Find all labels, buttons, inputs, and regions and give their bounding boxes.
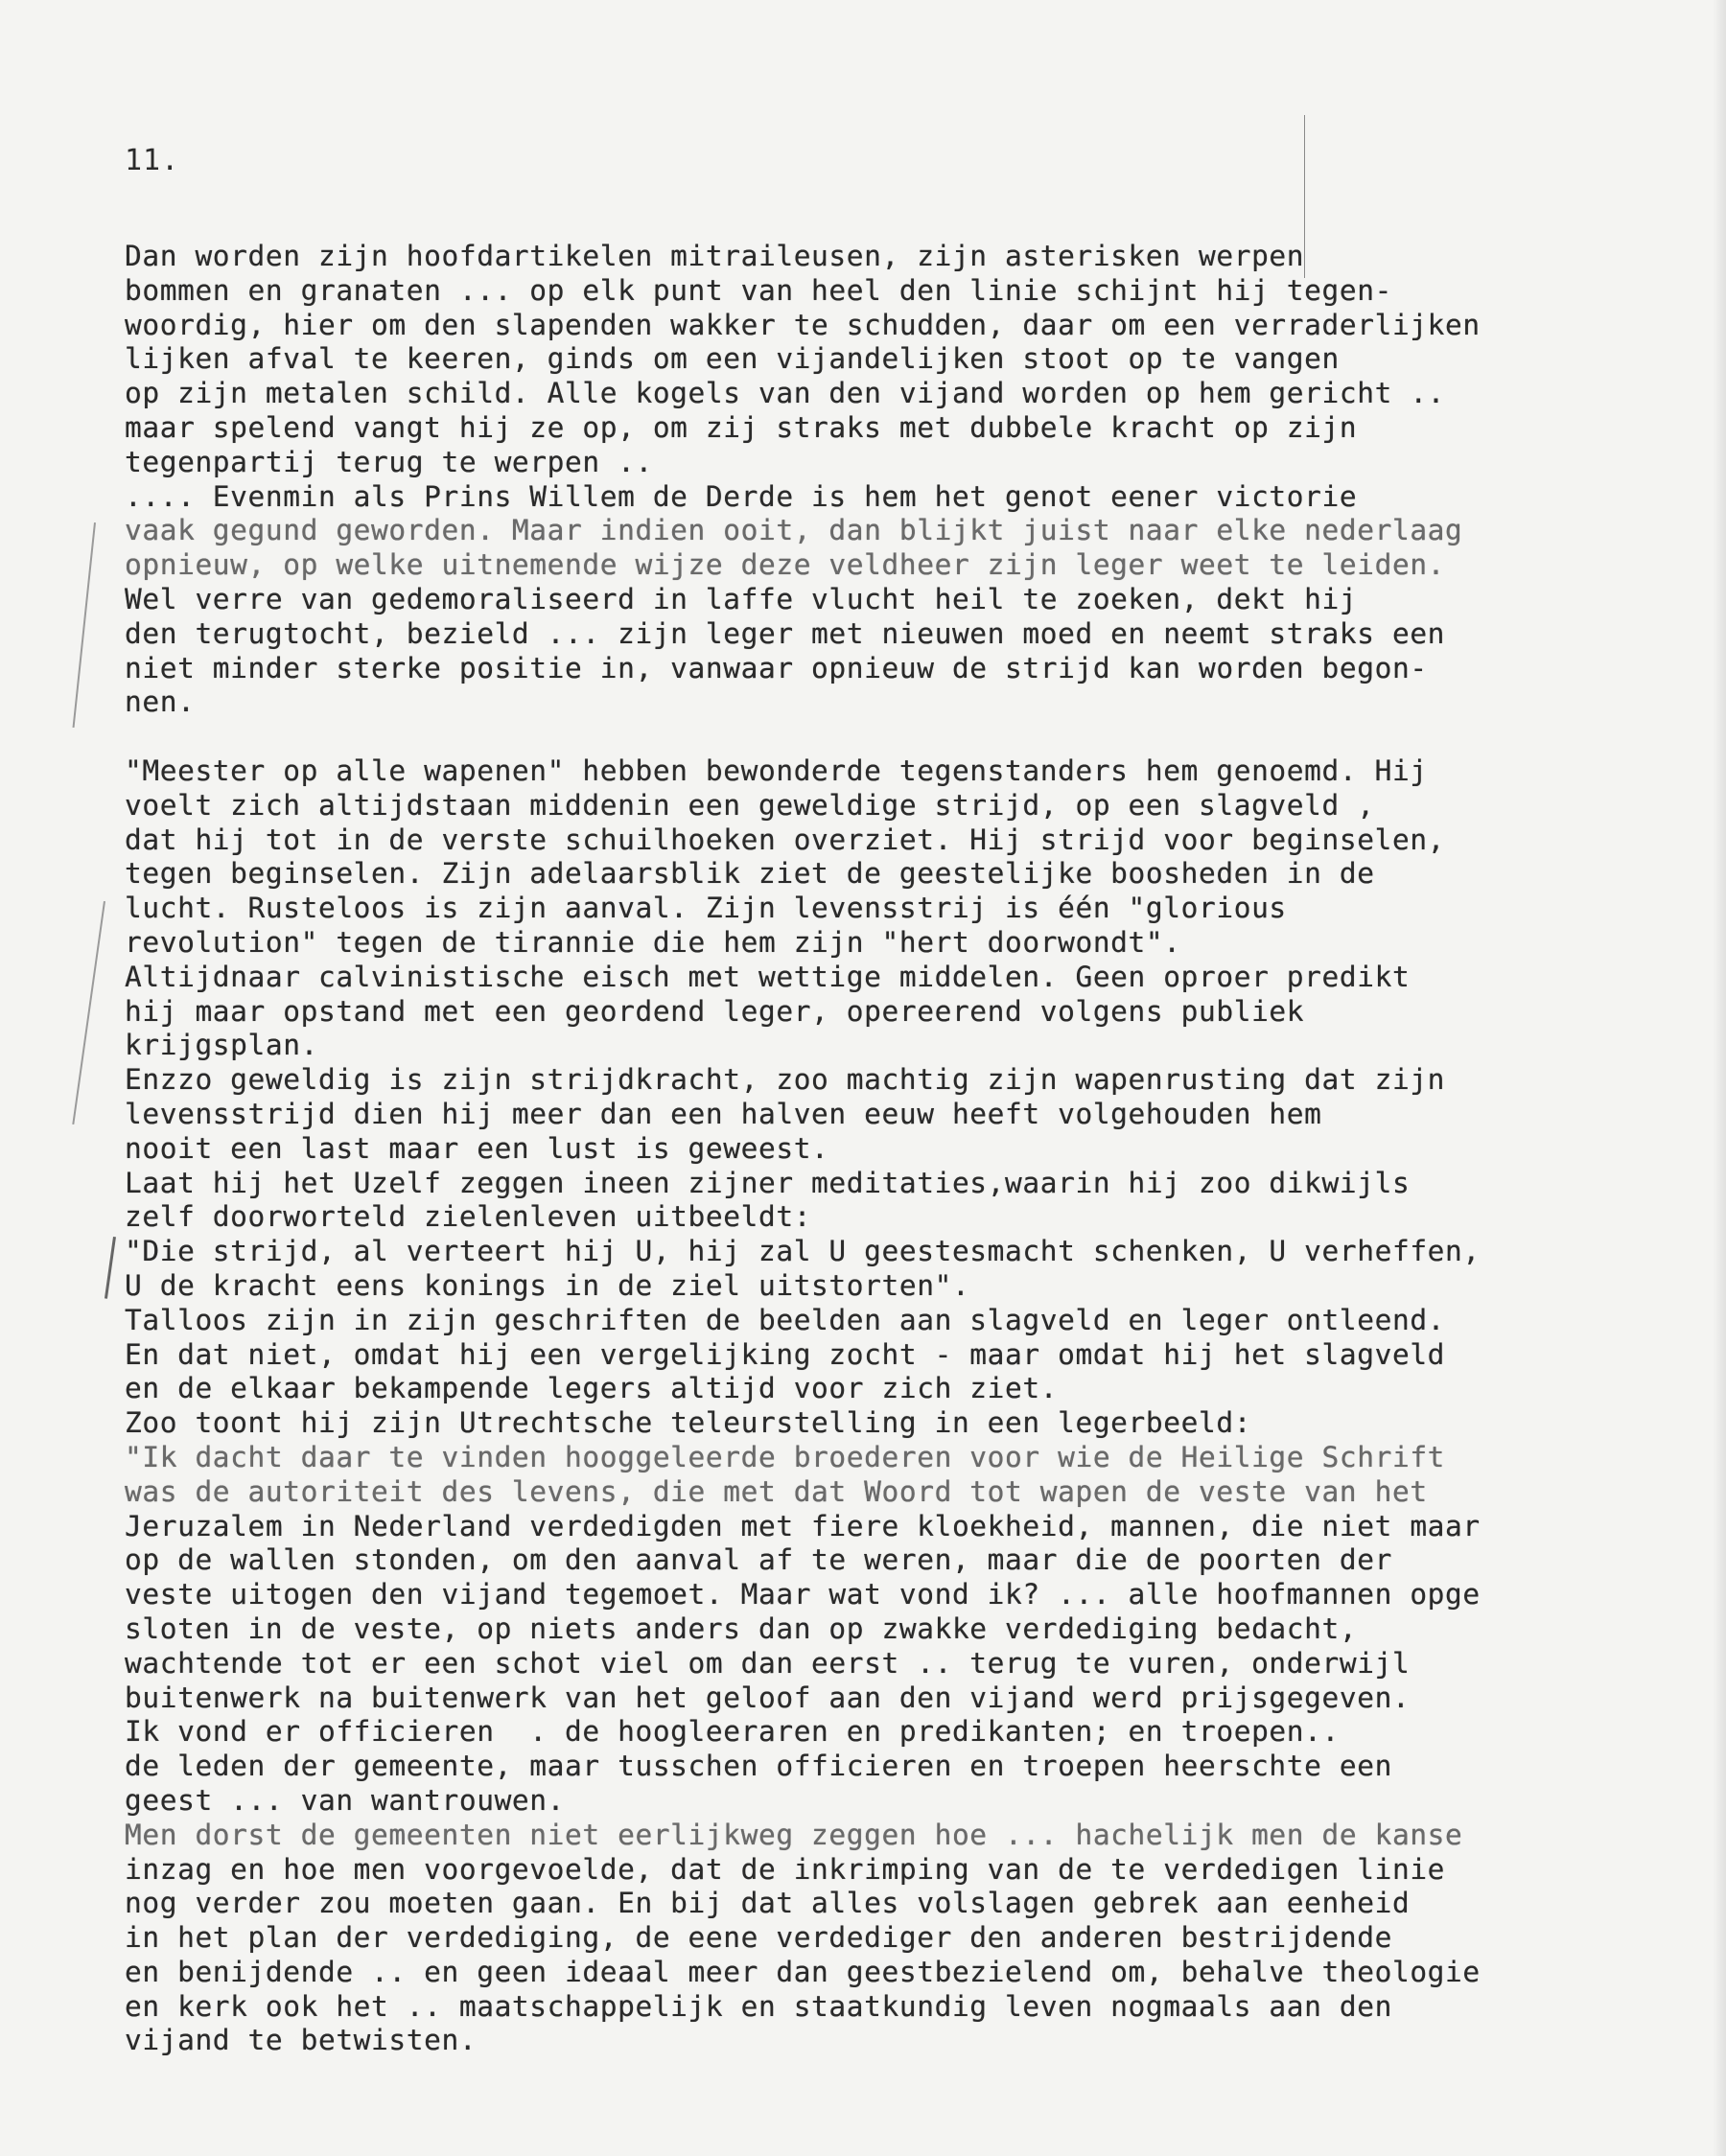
text-line: en de elkaar bekampende legers altijd voor zich ziet.: [125, 1372, 1059, 1405]
page-number: 11.: [125, 144, 180, 177]
pencil-margin-mark: [73, 522, 96, 728]
paragraph-2: [125, 754, 1697, 2058]
text-line: Ik vond er officieren . de hoogleeraren en predikanten; en troepen..: [125, 1715, 1340, 1749]
text-line: "Meester op alle wapenen" hebben bewonderde tegenstanders hem genoemd. Hij: [125, 754, 1428, 787]
text-line: voelt zich altijdstaan middenin een geweldige strijd, op een slagveld ,: [125, 788, 1375, 822]
text-line: den terugtocht, bezield ... zijn leger met nieuwen moed en neemt straks een: [125, 616, 1446, 650]
text-line: "Die strijd, al verteert hij U, hij zal U geestesmacht schenken, U verheffen,: [125, 1235, 1481, 1268]
pencil-margin-mark: [72, 901, 105, 1124]
text-line: sloten in de veste, op niets anders dan op zwakke verdediging bedacht,: [125, 1611, 1358, 1645]
text-line: en benijdende .. en geen ideaal meer dan geestbezielend om, behalve theologie: [125, 1955, 1481, 1988]
text-line: lucht. Rusteloos is zijn aanval. Zijn levensstrij is één "glorious: [125, 892, 1287, 925]
text-line: U de kracht eens konings in de ziel uitstorten".: [125, 1268, 970, 1302]
text-line: was de autoriteit des levens, die met dat Woord tot wapen de veste van het: [125, 1474, 1428, 1508]
text-line: hij maar opstand met een geordend leger, opereerend volgens publiek: [125, 994, 1305, 1028]
text-line: bommen en granaten ... op elk punt van heel den linie schijnt hij tegen-: [125, 273, 1392, 307]
text-line: .... Evenmin als Prins Willem de Derde is hem het genot eener victorie: [125, 479, 1358, 513]
text-line: tegenpartij terug te werpen ..: [125, 445, 653, 478]
text-line: veste uitogen den vijand tegemoet. Maar wat vond ik? ... alle hoofmannen opge: [125, 1578, 1481, 1611]
text-line: krijgsplan.: [125, 1029, 318, 1062]
text-line: Laat hij het Uzelf zeggen ineen zijner meditaties,waarin hij zoo dikwijls: [125, 1166, 1411, 1199]
text-line: revolution" tegen de tirannie die hem zijn "hert doorwondt".: [125, 925, 1181, 959]
text-line: nooit een last maar een lust is geweest.: [125, 1131, 829, 1165]
text-line: opnieuw, op welke uitnemende wijze deze veldheer zijn leger weet te leiden.: [125, 548, 1446, 582]
text-line: En dat niet, omdat hij een vergelijking zocht - maar omdat hij het slagveld: [125, 1337, 1446, 1371]
text-line: op zijn metalen schild. Alle kogels van den vijand worden op hem gericht ..: [125, 377, 1446, 410]
text-line: inzag en hoe men voorgevoelde, dat de inkrimping van de te verdedigen linie: [125, 1852, 1446, 1886]
text-line: Zoo toont hij zijn Utrechtsche teleurstelling in een legerbeeld:: [125, 1406, 1252, 1440]
text-line: levensstrijd dien hij meer dan een halven eeuw heeft volgehouden hem: [125, 1097, 1322, 1130]
text-line: niet minder sterke positie in, vanwaar opnieuw de strijd kan worden begon-: [125, 651, 1428, 684]
text-line: geest ... van wantrouwen.: [125, 1783, 566, 1817]
text-line: nog verder zou moeten gaan. En bij dat alles volslagen gebrek aan eenheid: [125, 1887, 1411, 1920]
text-line: woordig, hier om den slapenden wakker te schudden, daar om een verraderlijken: [125, 308, 1481, 341]
text-line: maar spelend vangt hij ze op, om zij straks met dubbele kracht op zijn: [125, 410, 1358, 444]
text-line: nen.: [125, 685, 196, 719]
text-line: lijken afval te keeren, ginds om een vijandelijken stoot op te vangen: [125, 342, 1340, 376]
text-line: de leden der gemeente, maar tusschen officieren en troepen heerschte een: [125, 1750, 1392, 1783]
text-line: Talloos zijn in zijn geschriften de beelden aan slagveld en leger ontleend.: [125, 1303, 1446, 1336]
text-line: in het plan der verdediging, de eene verdediger den anderen bestrijdende: [125, 1921, 1392, 1955]
text-line: buitenwerk na buitenwerk van het geloof aan den vijand werd prijsgegeven.: [125, 1681, 1411, 1714]
paragraph-1: [125, 240, 1697, 720]
pencil-margin-mark: [105, 1237, 116, 1299]
paper-edge-shade: [1713, 0, 1726, 2156]
text-line: en kerk ook het .. maatschappelijk en staatkundig leven nogmaals aan den: [125, 1989, 1392, 2023]
text-line: vijand te betwisten.: [125, 2024, 478, 2057]
text-line: Wel verre van gedemoraliseerd in laffe vlucht heil te zoeken, dekt hij: [125, 582, 1358, 615]
text-line: dat hij tot in de verste schuilhoeken overziet. Hij strijd voor beginselen,: [125, 823, 1446, 856]
text-line: Enzzo geweldig is zijn strijdkracht, zoo machtig zijn wapenrusting dat zijn: [125, 1063, 1446, 1097]
text-line: Jeruzalem in Nederland verdedigden met fiere kloekheid, mannen, die niet maar: [125, 1509, 1481, 1542]
text-line: Men dorst de gemeenten niet eerlijkweg zeggen hoe ... hachelijk men de kanse: [125, 1818, 1463, 1851]
text-line: vaak gegund geworden. Maar indien ooit, dan blijkt juist naar elke nederlaag: [125, 514, 1463, 547]
text-line: op de wallen stonden, om den aanval af te weren, maar die de poorten der: [125, 1543, 1392, 1577]
text-line: Dan worden zijn hoofdartikelen mitraileusen, zijn asterisken werpen: [125, 240, 1305, 272]
text-line: "Ik dacht daar te vinden hooggeleerde broederen voor wie de Heilige Schrift: [125, 1440, 1446, 1473]
text-line: zelf doorworteld zielenleven uitbeeldt:: [125, 1200, 812, 1234]
text-line: Altijdnaar calvinistische eisch met wettige middelen. Geen oproer predikt: [125, 960, 1411, 993]
text-line: tegen beginselen. Zijn adelaarsblik ziet de geestelijke boosheden in de: [125, 857, 1375, 891]
text-line: wachtende tot er een schot viel om dan eerst .. terug te vuren, onderwijl: [125, 1646, 1411, 1680]
